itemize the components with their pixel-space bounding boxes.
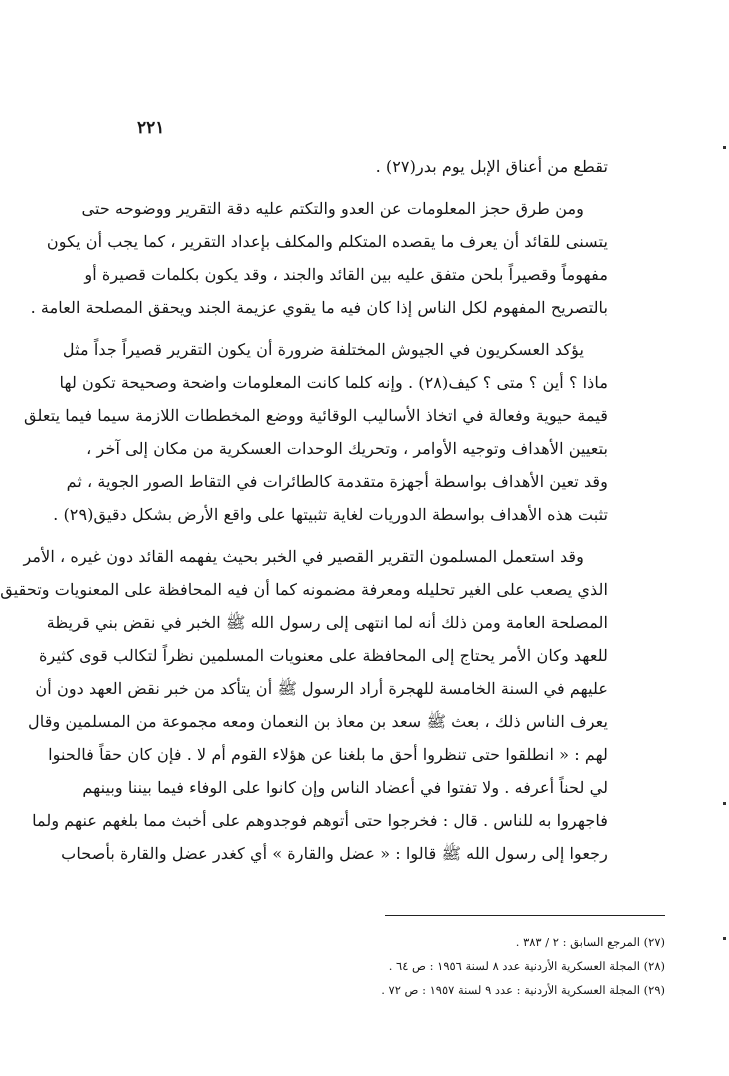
text-line: ومن طرق حجز المعلومات عن العدو والتكتم عليه دقة التقرير ووضوحه حتى — [81, 199, 584, 218]
scan-edge-mark — [723, 146, 726, 149]
text-line: عليهم في السنة الخامسة للهجرة أراد الرسول ﷺ أن يتأكد من خبر نقض العهد دون أن — [35, 679, 608, 698]
text-line: بتعيين الأهداف وتوجيه الأوامر ، وتحريك الوحدات العسكرية من مكان إلى آخر ، — [86, 439, 608, 458]
paragraph-gap — [125, 324, 608, 333]
text-line: يعرف الناس ذلك ، بعث ﷺ سعد بن معاذ بن النعمان ومعه مجموعة من المسلمين وقال — [28, 712, 608, 731]
text-line: بالتصريح المفهوم لكل الناس إذا كان فيه ما يقوي عزيمة الجند ويحقق المصلحة العامة . — [30, 298, 608, 317]
footnote: (٢٧) المرجع السابق : ٢ / ٣٨٣ . — [515, 935, 665, 949]
footnote: (٢٨) المجلة العسكرية الأردنية عدد ٨ لسنة ١٩٥٦ : ص ٦٤ . — [388, 959, 665, 973]
text-line: وقد استعمل المسلمون التقرير القصير في الخبر بحيث يفهمه القائد دون غيره ، الأمر — [23, 547, 584, 566]
text-line: المصلحة العامة ومن ذلك أنه لما انتهى إلى رسول الله ﷺ الخبر في نقض بني قريظة — [46, 613, 608, 632]
text-line: رجعوا إلى رسول الله ﷺ قالوا : « عضل والقارة » أي كغدر عضل والقارة بأصحاب — [61, 844, 608, 863]
footnote-divider — [385, 915, 665, 916]
text-line: لهم : « انطلقوا حتى تنظروا أحق ما بلغنا عن هؤلاء القوم أم لا . فإن كان حقاً فالحنوا — [48, 745, 608, 764]
text-line: للعهد وكان الأمر يحتاج إلى المحافظة على معنويات المسلمين نظراً لتكالب قوى كثيرة — [39, 646, 608, 665]
text-line: لي لحناً أعرفه . ولا تفتوا في أعضاد الناس وإن كانوا على الوفاء فيما بيننا وبينهم — [82, 778, 608, 797]
text-line: يؤكد العسكريون في الجيوش المختلفة ضرورة أن يكون التقرير قصيراً جداً مثل — [62, 340, 584, 359]
text-line: فاجهروا به للناس . قال : فخرجوا حتى أتوهم فوجدوهم على أخبث مما بلغهم عنهم ولما — [32, 811, 608, 830]
text-line: قيمة حيوية وفعالة في اتخاذ الأساليب الوقائية ووضع المخططات اللازمة سيما فيما يتعلق — [24, 406, 608, 425]
body-text — [0, 150, 608, 870]
text-line: الذي يصعب على الغير تحليله ومعرفة مضمونه كما أن فيه المحافظة على المعنويات وتحقيق — [0, 580, 608, 599]
footnotes — [315, 930, 665, 1002]
text-line: وقد تعين الأهداف بواسطة أجهزة متقدمة كالطائرات في التقاط الصور الجوية ، ثم — [66, 472, 608, 491]
text-line: تقطع من أعناق الإبل يوم بدر(٢٧) . — [375, 157, 608, 176]
scan-edge-mark — [723, 937, 726, 940]
page-number: ٢٢١ — [137, 118, 165, 138]
text-line: ماذا ؟ أين ؟ متى ؟ كيف(٢٨) . وإنه كلما كانت المعلومات واضحة وصحيحة تكون لها — [59, 373, 608, 392]
paragraph-gap — [125, 531, 608, 540]
text-line: مفهوماً وقصيراً بلحن متفق عليه بين القائد والجند ، وقد يكون بكلمات قصيرة أو — [84, 265, 608, 284]
footnote: (٢٩) المجلة العسكرية الأردنية : عدد ٩ لسنة ١٩٥٧ : ص ٧٢ . — [381, 983, 665, 997]
paragraph-gap — [125, 183, 608, 192]
text-line: يتسنى للقائد أن يعرف ما يقصده المتكلم والمكلف بإعداد التقرير ، كما يجب أن يكون — [46, 232, 608, 251]
scan-edge-mark — [723, 802, 726, 805]
text-line: تثبت هذه الأهداف بواسطة الدوريات لغاية تثبيتها على واقع الأرض بشكل دقيق(٢٩) . — [53, 505, 608, 524]
